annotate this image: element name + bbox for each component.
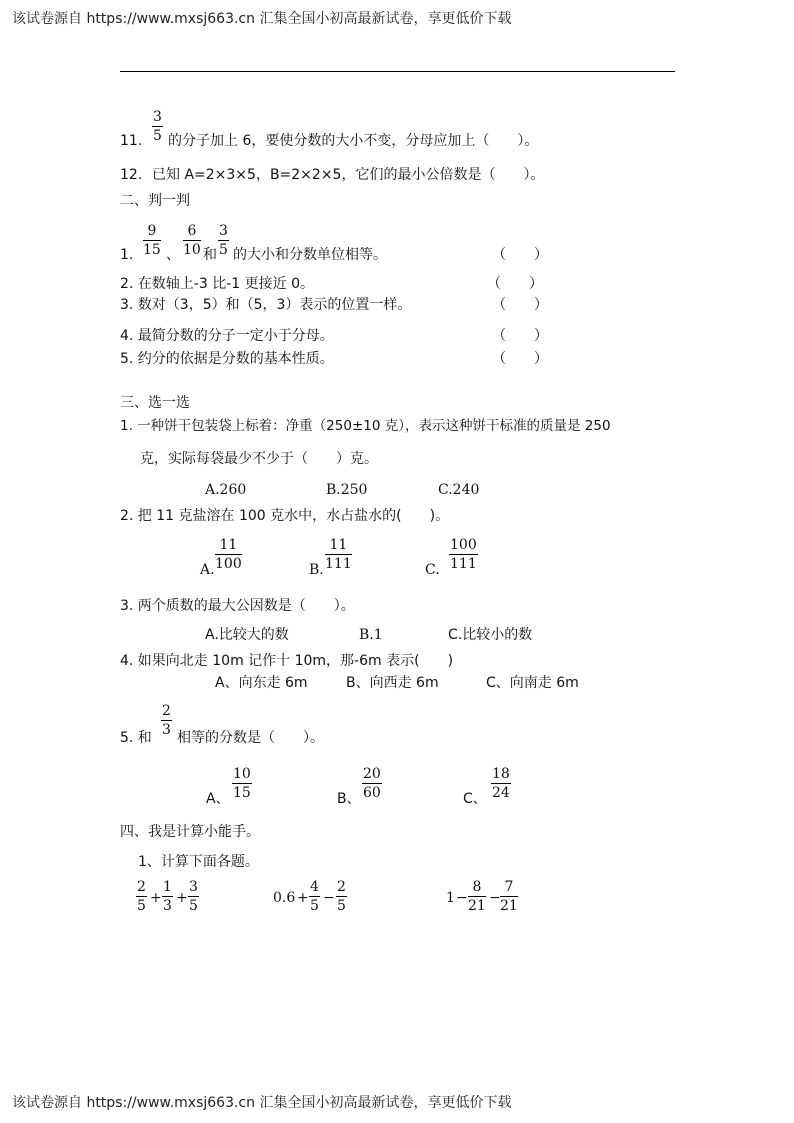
fraction-denominator: 10 — [183, 242, 201, 258]
choose-q1-line1: 1. 一种饼干包装袋上标着：净重（250±10 克），表示这种饼干标准的质量是 250 — [120, 418, 611, 434]
choose-q3-option-c: C.比较小的数 — [448, 627, 533, 643]
plus-operator: + — [176, 890, 188, 906]
fraction-numerator: 11 — [329, 537, 348, 553]
fraction-numerator: 6 — [187, 223, 197, 239]
choose-q1-option-a: A.260 — [205, 482, 247, 498]
q12-number: 12. — [120, 167, 143, 183]
fraction-denominator: 15 — [143, 242, 161, 258]
calc-e3-fraction-2 — [500, 880, 518, 913]
fraction-denominator: 3 — [162, 722, 171, 738]
choose-q4-option-a: A、向东走 6m — [215, 675, 308, 691]
judge-q1-number: 1. — [120, 247, 134, 263]
calc-e2-fraction-1 — [309, 880, 320, 913]
fraction-denominator: 21 — [468, 898, 486, 914]
judge-q3-answer-paren: （ ） — [492, 297, 548, 313]
calc-e1-fraction-2 — [162, 880, 173, 913]
minus-operator: − — [489, 890, 501, 906]
fraction-numerator: 7 — [504, 879, 514, 895]
choose-q2-option-c-label: C. — [425, 562, 440, 578]
q11-fraction — [152, 110, 163, 143]
plus-operator: + — [297, 890, 309, 906]
choose-q4: 4. 如果向北走 10m 记作十 10m，那-6m 表示( ) — [120, 653, 454, 669]
fraction-numerator: 3 — [189, 879, 198, 895]
choose-q5-option-b-fraction — [362, 767, 382, 800]
fraction-denominator: 5 — [137, 898, 146, 914]
judge-q1-separator-1: 、 — [166, 247, 180, 263]
choose-q5-option-b-label: B、 — [337, 791, 361, 807]
calc-e2-lead: 0.6 — [273, 890, 296, 906]
q11-fraction-numerator: 3 — [153, 109, 162, 125]
judge-q1-text: 的大小和分数单位相等。 — [233, 247, 387, 263]
fraction-numerator: 20 — [363, 766, 381, 782]
judge-q4: 4. 最简分数的分子一定小于分母。 — [120, 328, 334, 344]
choose-q2-option-b-label: B. — [309, 562, 324, 578]
judge-q1-fraction-2 — [183, 224, 201, 257]
fraction-numerator: 8 — [472, 879, 482, 895]
fraction-numerator: 3 — [219, 223, 228, 239]
judge-q5-answer-paren: （ ） — [492, 351, 548, 367]
fraction-numerator: 2 — [337, 879, 346, 895]
fraction-denominator: 111 — [325, 556, 352, 572]
fraction-denominator: 5 — [337, 898, 346, 914]
calc-e1-fraction-3 — [188, 880, 199, 913]
fraction-numerator: 10 — [233, 766, 251, 782]
choose-q2-option-a-fraction — [215, 538, 242, 571]
judge-q1-answer-paren: （ ） — [492, 247, 548, 263]
section-choose-heading: 三、选一选 — [120, 395, 190, 411]
minus-operator: − — [323, 890, 335, 906]
judge-q1-fraction-3 — [218, 224, 229, 257]
fraction-numerator: 1 — [163, 879, 172, 895]
choose-q1-option-c: C.240 — [438, 482, 480, 498]
fraction-numerator: 2 — [137, 879, 146, 895]
choose-q3-option-b: B.1 — [359, 627, 383, 643]
choose-q1-option-b: B.250 — [326, 482, 368, 498]
q12-text: 已知 A=2×3×5，B=2×2×5，它们的最小公倍数是（ ）。 — [152, 167, 545, 183]
fraction-denominator: 15 — [233, 785, 251, 801]
judge-q5: 5. 约分的依据是分数的基本性质。 — [120, 351, 334, 367]
header-watermark: 该试卷源自 https://www.mxsj663.cn 汇集全国小初高最新试卷，享更低价下载 — [12, 11, 512, 27]
choose-q5-text: 相等的分数是（ ）。 — [177, 730, 324, 746]
fraction-denominator: 24 — [492, 785, 510, 801]
judge-q2: 2. 在数轴上-3 比-1 更接近 0。 — [120, 276, 314, 292]
q11-fraction-denominator: 5 — [153, 128, 162, 144]
choose-q5-option-a-fraction — [232, 767, 252, 800]
judge-q4-answer-paren: （ ） — [492, 328, 548, 344]
choose-q3-option-a: A.比较大的数 — [205, 627, 289, 643]
choose-q2: 2. 把 11 克盐溶在 100 克水中，水占盐水的( )。 — [120, 508, 450, 524]
fraction-numerator: 2 — [162, 703, 171, 719]
choose-q5-option-c-label: C、 — [463, 791, 487, 807]
q11-text: 的分子加上 6，要使分数的大小不变，分母应加上（ ）。 — [168, 133, 539, 149]
section-calc-heading: 四、我是计算小能手。 — [120, 824, 260, 840]
choose-q4-option-c: C、向南走 6m — [486, 675, 579, 691]
fraction-denominator: 100 — [215, 556, 242, 572]
choose-q2-option-b-fraction — [325, 538, 352, 571]
fraction-numerator: 4 — [310, 879, 319, 895]
calc-subheading: 1、计算下面各题。 — [138, 854, 259, 870]
calc-e3-lead: 1 — [446, 890, 455, 906]
choose-q2-option-c-fraction — [449, 538, 478, 571]
calc-e1-fraction-1 — [136, 880, 147, 913]
fraction-denominator: 5 — [189, 898, 198, 914]
minus-operator: − — [456, 890, 468, 906]
footer-watermark: 该试卷源自 https://www.mxsj663.cn 汇集全国小初高最新试卷，享更低价下载 — [12, 1095, 512, 1111]
choose-q5-fraction — [161, 704, 172, 737]
header-rule — [120, 71, 675, 72]
choose-q5-number: 5. 和 — [120, 730, 152, 746]
choose-q2-option-a-label: A. — [200, 562, 215, 578]
judge-q1-fraction-1 — [143, 224, 161, 257]
choose-q5-option-a-label: A、 — [206, 791, 230, 807]
calc-e3-fraction-1 — [468, 880, 486, 913]
choose-q4-option-b: B、向西走 6m — [346, 675, 439, 691]
q11-number: 11. — [120, 133, 143, 149]
judge-q2-answer-paren: （ ） — [487, 276, 543, 292]
fraction-denominator: 5 — [219, 242, 228, 258]
choose-q3: 3. 两个质数的最大公因数是（ ）。 — [120, 598, 355, 614]
fraction-denominator: 5 — [310, 898, 319, 914]
fraction-numerator: 11 — [219, 537, 238, 553]
fraction-denominator: 21 — [500, 898, 518, 914]
choose-q5-option-c-fraction — [491, 767, 511, 800]
fraction-denominator: 111 — [450, 556, 477, 572]
fraction-numerator: 9 — [147, 223, 157, 239]
judge-q1-separator-2: 和 — [203, 247, 217, 263]
choose-q1-line2: 克，实际每袋最少不少于（ ）克。 — [140, 451, 378, 467]
judge-q3: 3. 数对（3，5）和（5，3）表示的位置一样。 — [120, 297, 412, 313]
section-judge-heading: 二、判一判 — [120, 193, 190, 209]
fraction-denominator: 3 — [163, 898, 172, 914]
fraction-numerator: 18 — [492, 766, 510, 782]
calc-e2-fraction-2 — [336, 880, 347, 913]
fraction-numerator: 100 — [450, 537, 477, 553]
fraction-denominator: 60 — [363, 785, 381, 801]
plus-operator: + — [150, 890, 162, 906]
